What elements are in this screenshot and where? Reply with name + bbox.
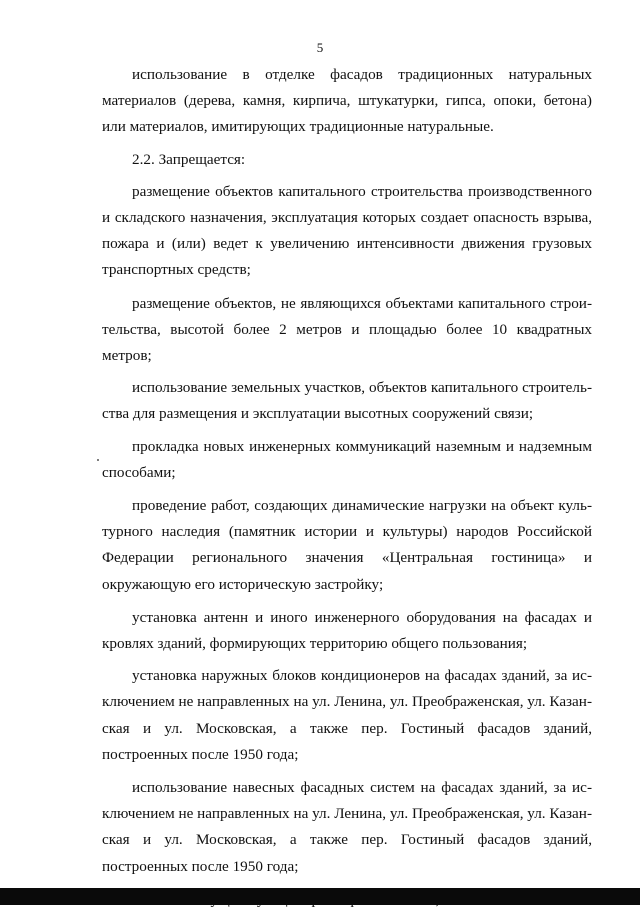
paragraph-antennas: установка антенн и иного инженерного оборудования на фасадах и кровлях зданий, формирующих территорию общего пользования; — [102, 608, 592, 653]
paragraph-communication-structures: использование земельных участков, объектов капитального строительства для размещения и эксплуатации высотных сооружений связи; — [102, 379, 592, 423]
page-number: 5 — [316, 40, 324, 55]
scan-bottom-edge — [0, 888, 640, 905]
paragraph-non-capital-objects: размещение объектов, не являющихся объектами капитального строительства, высотой более 2 метров и площадью более 10 квадратных метров; — [102, 294, 592, 365]
section-heading-prohibited: 2.2. Запрещается: — [132, 150, 246, 168]
document-body — [102, 62, 592, 913]
scan-margin-dot — [97, 459, 99, 461]
paragraph-ventilated-facades: использование навесных фасадных систем на фасадах зданий, за исключением не направленных на ул. Ленина, ул. Преображенская, ул. Казанская и ул. Московская, а также пер. Гостиный фасадов зданий, построенных после 1950 года; — [102, 779, 592, 875]
paragraph-engineering-networks: прокладка новых инженерных коммуникаций наземным и надземным способами; — [102, 437, 592, 481]
paragraph-industrial-objects: размещение объектов капитального строительства производственного и складского назначения, эксплуатация которых создает опасность взрыва, пожара и (или) ведет к увеличению интенсивности движения грузовых транспортных средств; — [102, 182, 592, 279]
paragraph-dynamic-loads: проведение работ, создающих динамические нагрузки на объект культурного наследия (памятник истории и культуры) народов Российской Федерации регионального значения «Центральная гостиница» и окружающую его историческую застройку; — [102, 497, 592, 593]
paragraph-air-conditioners: установка наружных блоков кондиционеров на фасадах зданий, за исключением не направленных на ул. Ленина, ул. Преображенская, ул. Казанская и ул. Московская, а также пер. Гостиный фасадов зданий, построенных после 1950 года; — [102, 667, 592, 763]
paragraph-facade-materials: использование в отделке фасадов традиционных натуральных материалов (дерева, камня, кирпича, штукатурки, гипса, опоки, бетона) или материалов, имитирующих традиционные натуральные. — [102, 66, 592, 136]
